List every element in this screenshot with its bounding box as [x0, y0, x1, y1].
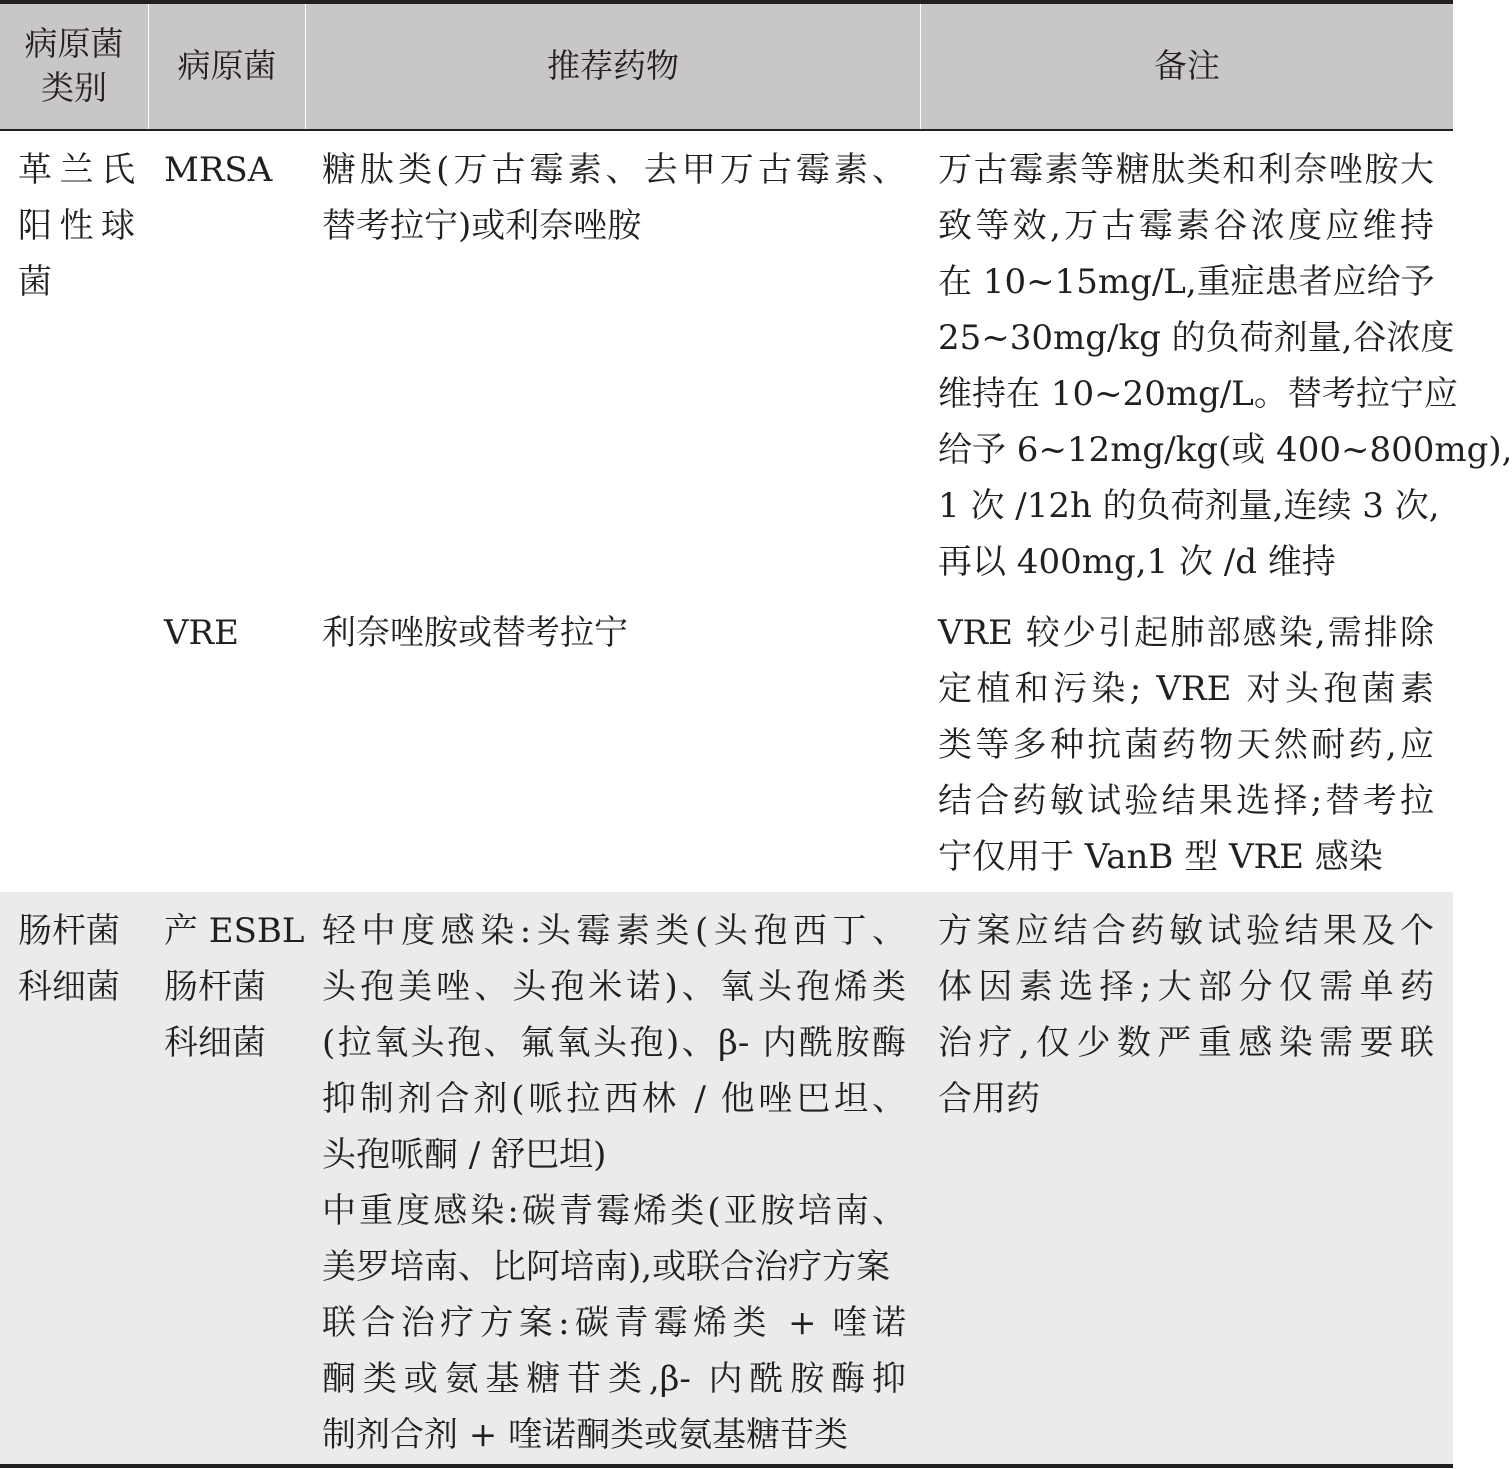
header-notes: 备注	[1154, 46, 1220, 85]
table-row-vre-drugs: 利奈唑胺或替考拉宁	[322, 613, 628, 653]
header-drugs: 推荐药物	[547, 46, 679, 85]
table-row-mrsa-pathogen: MRSA	[164, 150, 273, 190]
table-row-esbl-pathogen: 产 ESBL 肠杆菌 科细菌	[164, 911, 305, 1063]
table-row-esbl-drugs: 轻中度感染:头霉素类(头孢西丁、 头孢美唑、头孢米诺)、氧头孢烯类 (拉氧头孢、氟氧头孢)、β- 内酰胺酶 抑制剂合剂(哌拉西林 / 他唑巴坦、 头孢哌酮 / 舒巴坦) 中重度感染:碳青霉烯类(亚胺培南、 美罗培南、比阿培南),或联合治疗方案 联合治疗方案:碳青霉烯类 + 喹诺 酮类或氨基糖苷类,β- 内酰胺酶抑 制剂合剂 + 喹诺酮类或氨基糖苷类	[322, 911, 906, 1455]
table-row-esbl-notes: 方案应结合药敏试验结果及个 体因素选择;大部分仅需单药 治疗,仅少数严重感染需要联 合用药	[938, 911, 1434, 1119]
header-category: 病原菌 类别	[24, 24, 124, 107]
table-row-esbl-category: 肠杆菌 科细菌	[18, 911, 120, 1007]
table-row-mrsa-drugs: 糖肽类(万古霉素、去甲万古霉素、 替考拉宁)或利奈唑胺	[322, 150, 906, 246]
table-row-mrsa-category: 革兰氏 阳性球	[18, 150, 135, 246]
table-row-vre-pathogen: VRE	[164, 613, 239, 653]
table-row-vre-notes: VRE 较少引起肺部感染,需排除 定植和污染; VRE 对头孢菌素 类等多种抗菌药物天然耐药,应 结合药敏试验结果选择;替考拉 宁仅用于 VanB 型 VRE 感染	[938, 613, 1434, 877]
bottom-rule	[0, 1464, 1453, 1468]
header-bottom-rule	[0, 129, 1453, 131]
header-pathogen: 病原菌	[177, 46, 277, 85]
top-rule	[0, 0, 1453, 4]
table-row-mrsa-notes: 万古霉素等糖肽类和利奈唑胺大 致等效,万古霉素谷浓度应维持 在 10~15mg/L,重症患者应给予 25~30mg/kg 的负荷剂量,谷浓度 维持在 10~20mg/L。替考拉宁应 给予 6~12mg/kg(或 400~800mg), 1 次 /12h 的负荷剂量,连续 3 次, 再以 400mg,1 次 /d 维持	[938, 150, 1512, 582]
table-row-mrsa-category-last: 菌	[18, 262, 52, 302]
